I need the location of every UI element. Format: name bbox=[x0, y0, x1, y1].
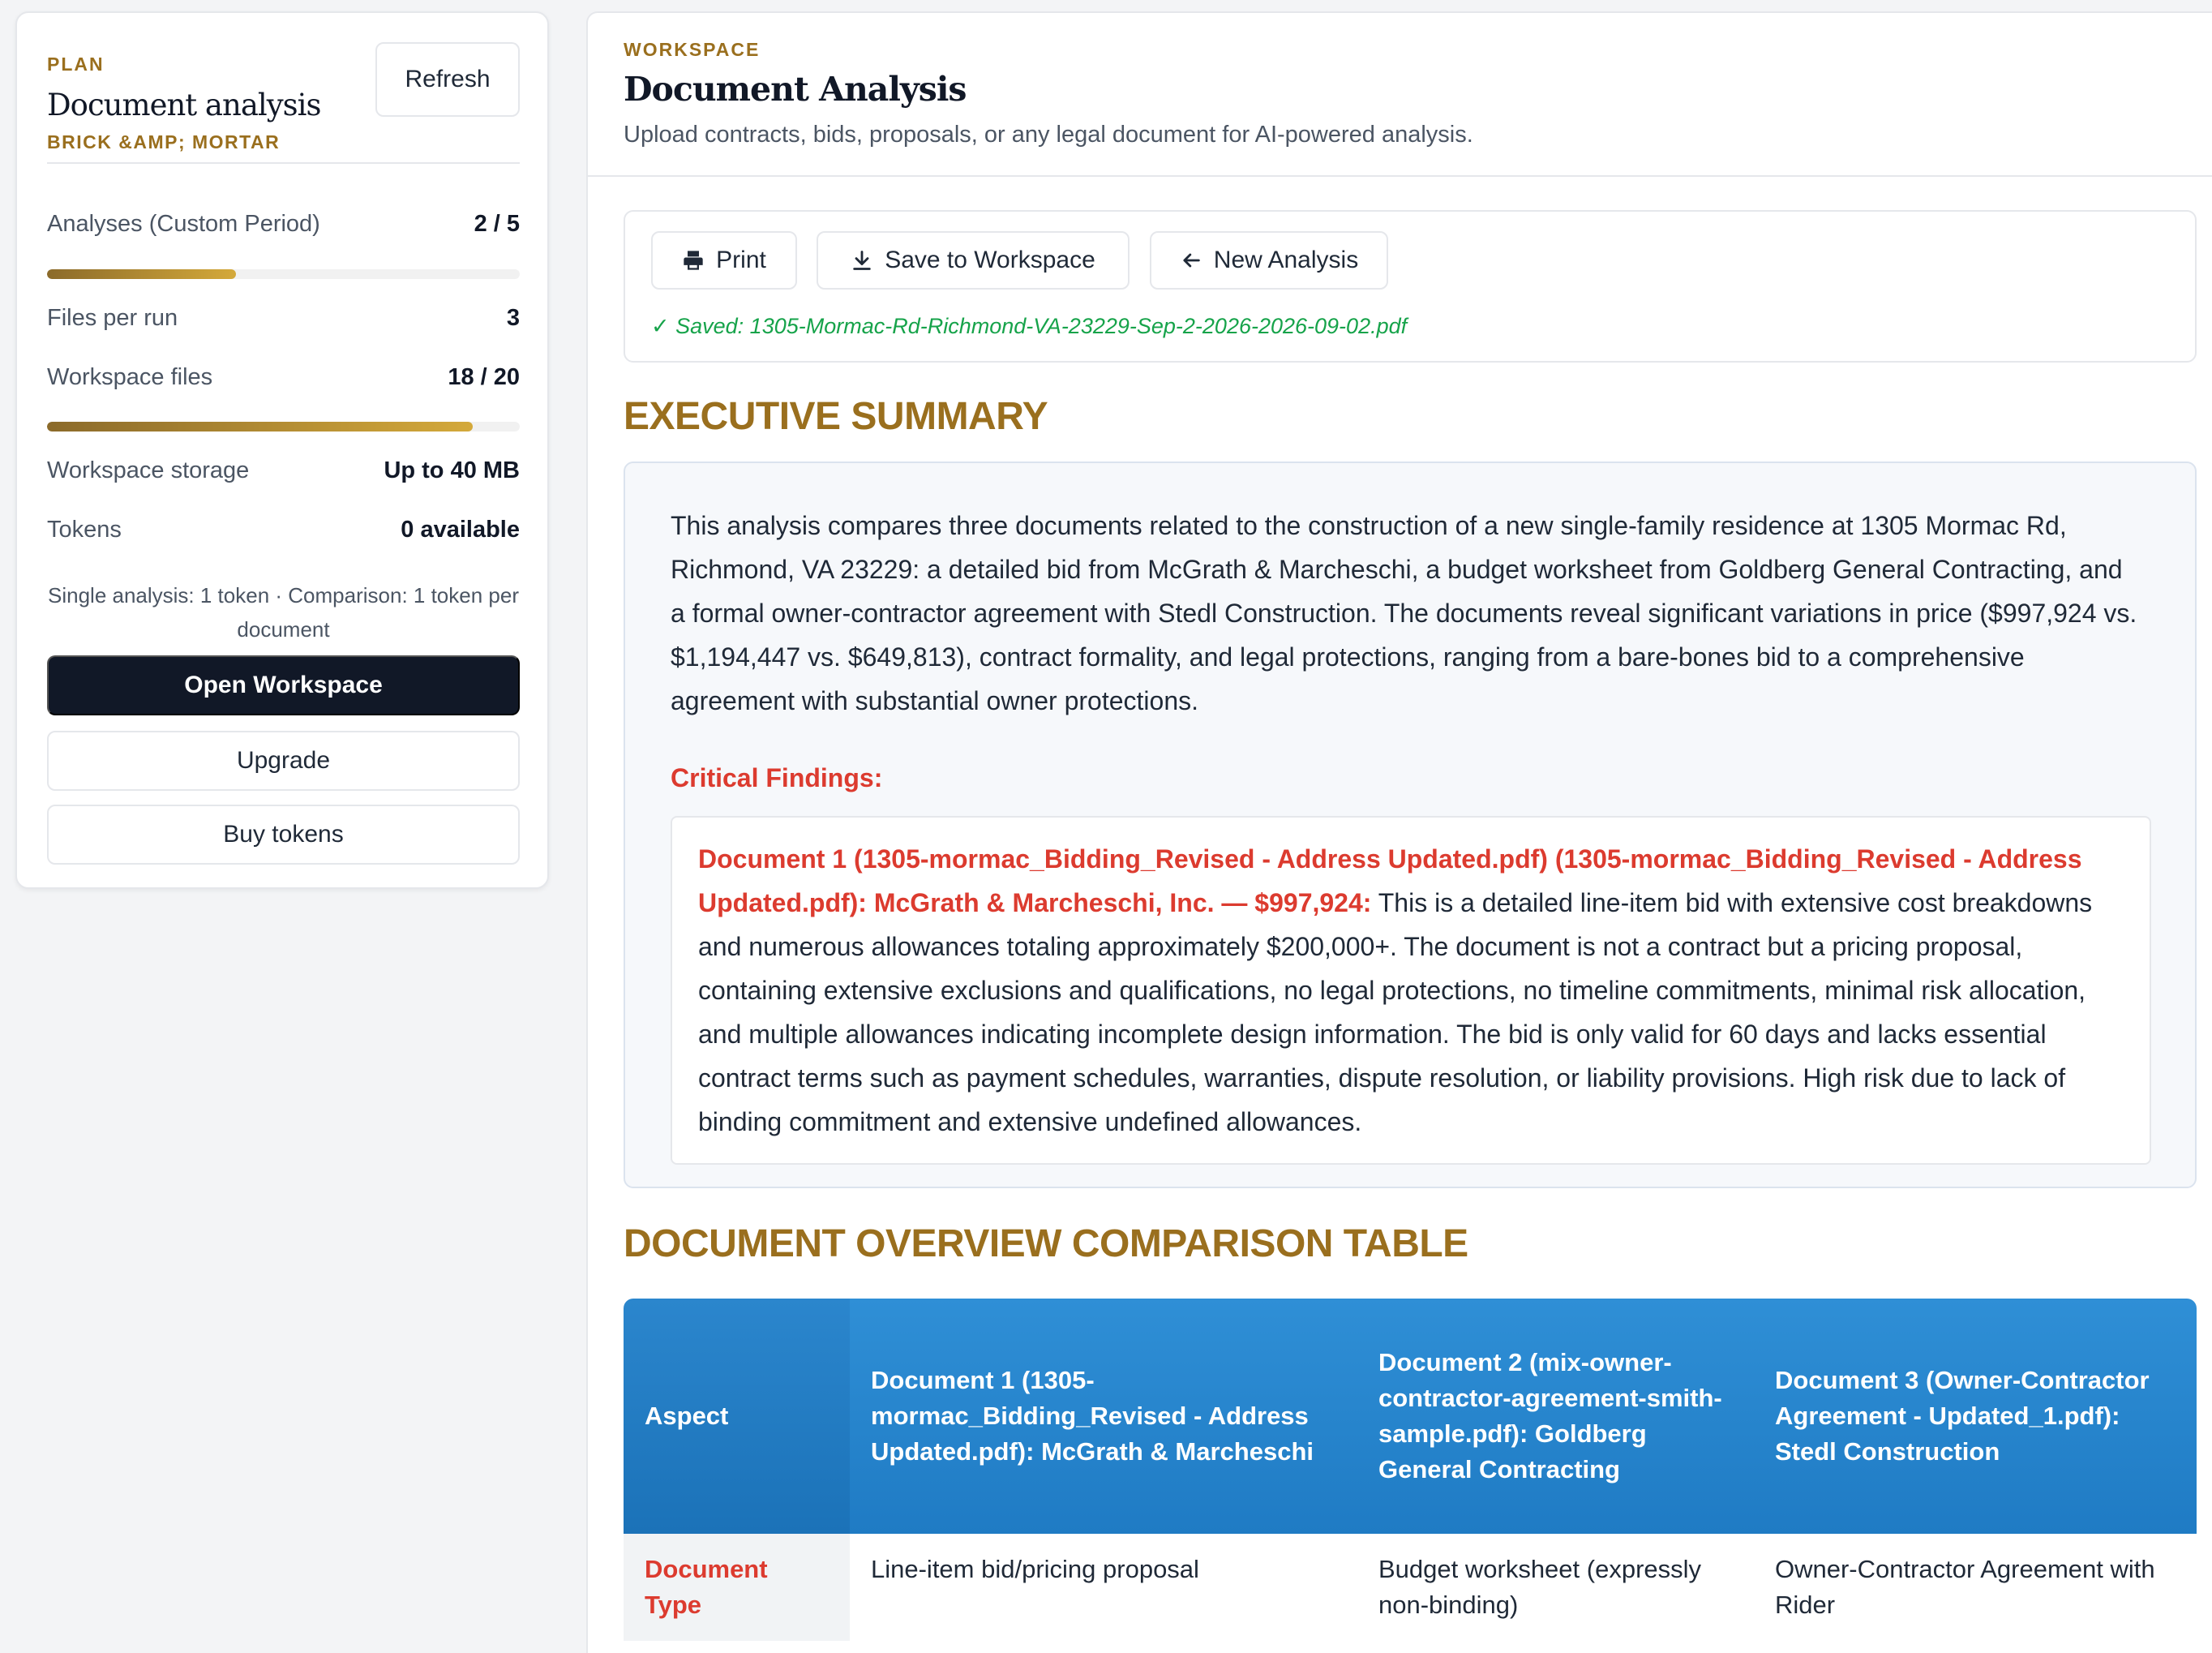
saved-status: ✓ Saved: 1305-Mormac-Rd-Richmond-VA-23229-Sep-2-2026-2026-09-02.pdf bbox=[651, 314, 1408, 338]
critical-findings-label: Critical Findings: bbox=[671, 763, 883, 792]
table-cell: Budget worksheet (expressly non-binding) bbox=[1357, 1534, 1754, 1641]
column-header: Document 3 (Owner-Contractor Agreement - Updated_1.pdf): Stedl Construction bbox=[1754, 1299, 2197, 1534]
comparison-table bbox=[624, 1299, 2197, 1641]
header-divider bbox=[588, 175, 2212, 177]
workspace-kicker: WORKSPACE bbox=[624, 39, 761, 60]
table-header-row bbox=[624, 1299, 2197, 1534]
save-label: Save to Workspace bbox=[885, 247, 1095, 273]
executive-summary-card bbox=[624, 462, 2197, 1188]
aspect-cell: Document Type bbox=[624, 1534, 850, 1641]
print-label: Print bbox=[716, 247, 766, 273]
stat-value: 18 / 20 bbox=[448, 364, 520, 390]
printer-icon bbox=[682, 249, 705, 272]
finding-title: Document 1 (1305-mormac_Bidding_Revised - Address Updated.pdf) (1305-mormac_Bidding_Revised - Address Updated.pdf): McGrath & Marcheschi, Inc. — $997,924: bbox=[698, 844, 2082, 917]
buy-tokens-button[interactable]: Buy tokens bbox=[47, 805, 520, 865]
analyses-progress-bar bbox=[47, 269, 520, 279]
workspace-files-progress-fill bbox=[47, 422, 473, 431]
stat-value: 2 / 5 bbox=[474, 211, 520, 237]
plan-title: Document analysis bbox=[47, 88, 321, 122]
finding-card bbox=[671, 816, 2151, 1165]
stat-files-per-run bbox=[47, 305, 520, 332]
stat-label: Files per run bbox=[47, 305, 178, 331]
new-analysis-button[interactable] bbox=[1150, 231, 1388, 290]
new-analysis-label: New Analysis bbox=[1213, 247, 1359, 273]
page-subtitle: Upload contracts, bids, proposals, or any legal document for AI-powered analysis. bbox=[624, 122, 1473, 148]
stat-label: Tokens bbox=[47, 517, 122, 543]
download-icon bbox=[851, 249, 873, 272]
stat-analyses bbox=[47, 211, 520, 238]
finding-paragraph bbox=[698, 837, 2125, 1144]
analyses-progress-fill bbox=[47, 269, 236, 279]
table-cell: Line-item bid/pricing proposal bbox=[850, 1534, 1357, 1641]
plan-sidebar bbox=[15, 11, 549, 889]
plan-name: BRICK &AMP; MORTAR bbox=[47, 131, 281, 152]
column-header: Document 1 (1305-mormac_Bidding_Revised - Address Updated.pdf): McGrath & Marcheschi bbox=[850, 1299, 1357, 1534]
stat-value: Up to 40 MB bbox=[384, 457, 520, 483]
stat-label: Analyses (Custom Period) bbox=[47, 211, 320, 237]
stat-tokens bbox=[47, 517, 520, 543]
workspace-files-progress-bar bbox=[47, 422, 520, 431]
column-header: Aspect bbox=[624, 1299, 850, 1534]
executive-summary-heading: EXECUTIVE SUMMARY bbox=[624, 395, 1048, 438]
refresh-button[interactable]: Refresh bbox=[375, 42, 520, 117]
stat-value: 3 bbox=[506, 305, 520, 331]
stat-value: 0 available bbox=[401, 517, 520, 543]
upgrade-button[interactable]: Upgrade bbox=[47, 731, 520, 791]
table-row bbox=[624, 1534, 2197, 1641]
plan-kicker: PLAN bbox=[47, 54, 105, 75]
open-workspace-button[interactable]: Open Workspace bbox=[47, 655, 520, 715]
stat-label: Workspace storage bbox=[47, 457, 250, 483]
stat-label: Workspace files bbox=[47, 364, 213, 390]
column-header: Document 2 (mix-owner-contractor-agreement-smith-sample.pdf): Goldberg General Contracting bbox=[1357, 1299, 1754, 1534]
divider bbox=[47, 162, 520, 164]
workspace-main bbox=[586, 11, 2212, 1653]
table-cell: Owner-Contractor Agreement with Rider bbox=[1754, 1534, 2197, 1641]
page-title: Document Analysis bbox=[624, 70, 967, 109]
arrow-left-icon bbox=[1180, 249, 1202, 272]
summary-paragraph: This analysis compares three documents related to the construction of a new single-family residence at 1305 Mormac Rd, Richmond, VA 23229: a detailed bid from McGrath & Marcheschi, a budget worksheet from Goldberg General Contracting, and a formal owner-contractor agreement with Stedl Construction. The documents reveal significant variations in price ($997,924 vs. $1,194,447 vs. $649,813), contract formality, and legal protections, ranging from a bare-bones bid to a comprehensive agreement with substantial owner protections. bbox=[671, 511, 2137, 715]
print-button[interactable] bbox=[651, 231, 797, 290]
finding-body: This is a detailed line-item bid with extensive cost breakdowns and numerous allowances totaling approximately $200,000+. The document is not a contract but a pricing proposal, containing extensive exclusions and qualifications, no legal protections, no timeline commitments, minimal risk allocation, and multiple allowances indicating incomplete design information. The bid is only valid for 60 days and lacks essential contract terms such as payment schedules, warranties, dispute resolution, or liability provisions. High risk due to lack of binding commitment and extensive undefined allowances. bbox=[698, 888, 2093, 1136]
token-pricing-note: Single analysis: 1 token · Comparison: 1 token per document bbox=[48, 583, 519, 642]
stat-workspace-files bbox=[47, 364, 520, 391]
stat-workspace-storage bbox=[47, 457, 520, 484]
result-toolbar bbox=[624, 210, 2197, 363]
comparison-heading: DOCUMENT OVERVIEW COMPARISON TABLE bbox=[624, 1222, 1468, 1265]
save-to-workspace-button[interactable] bbox=[817, 231, 1130, 290]
